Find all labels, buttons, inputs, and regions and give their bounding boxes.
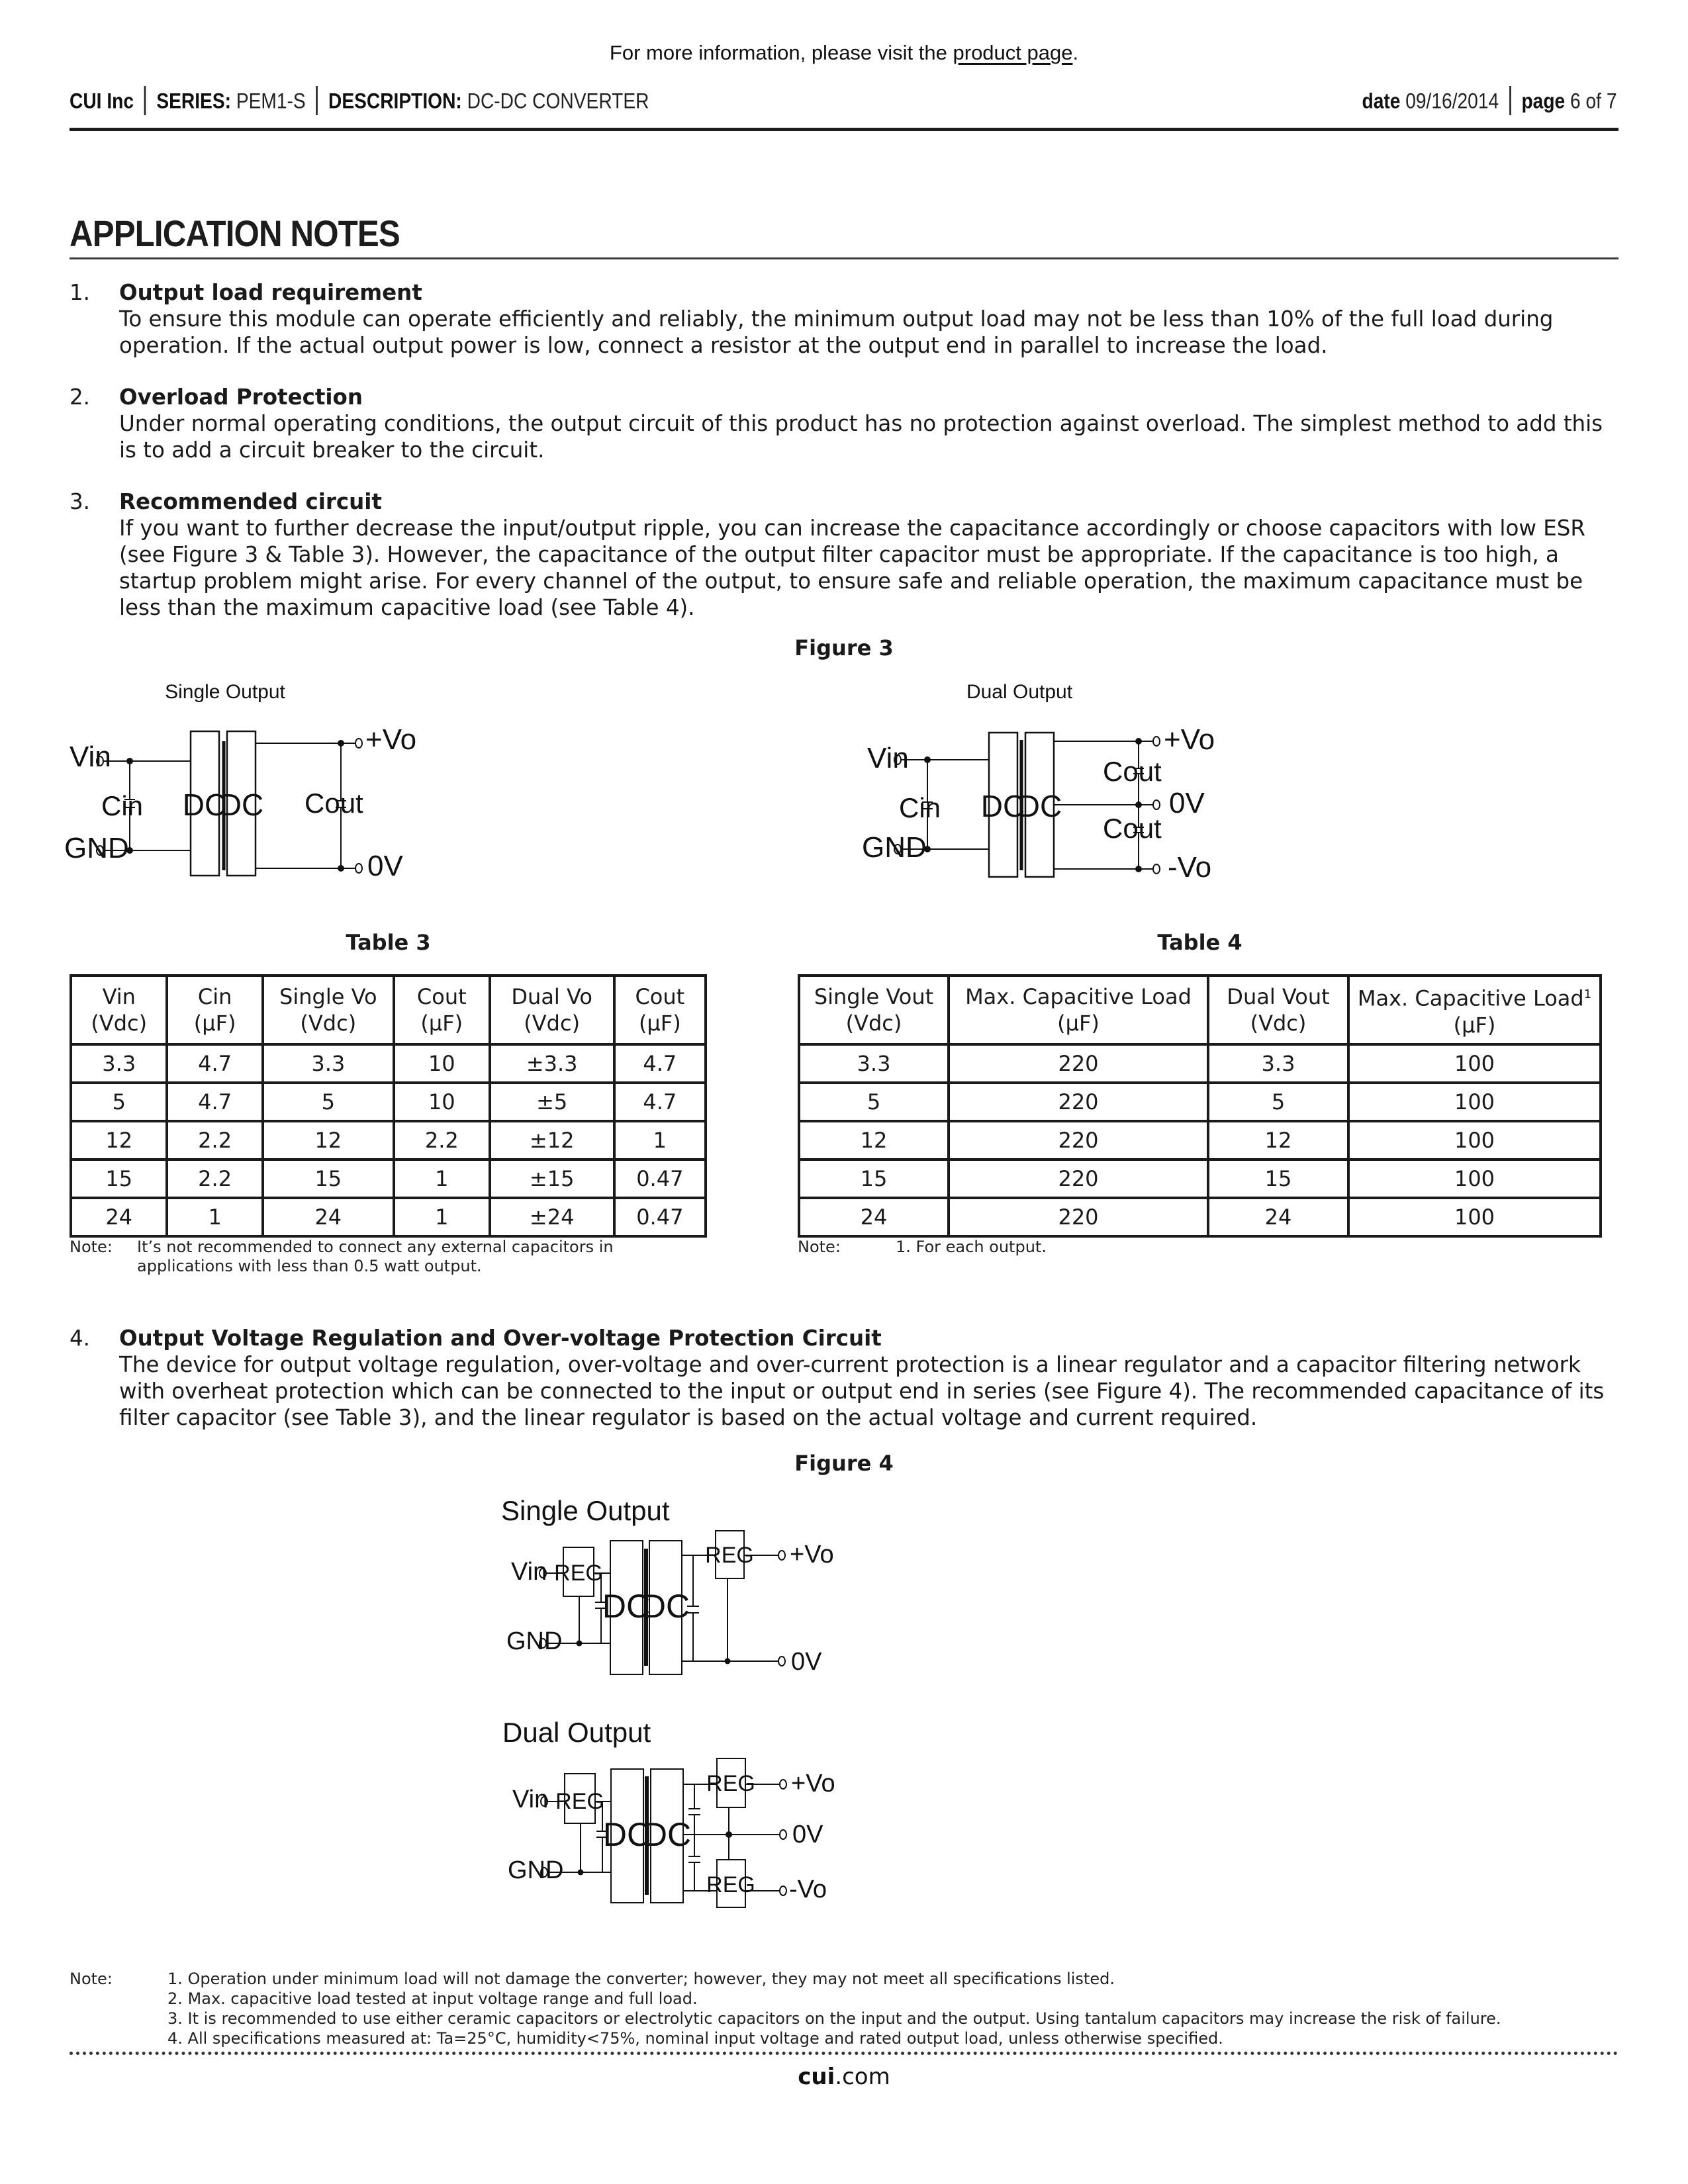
date-value: 09/16/2014 bbox=[1405, 89, 1499, 113]
junction-dot bbox=[577, 1641, 583, 1647]
table-4 bbox=[798, 974, 1602, 1238]
note-line: 3. It is recommended to use either ceramic capacitors or electrolytic capacitors on the input and the output. Using tantalum capacitors may increase the risk of failure. bbox=[167, 2009, 1501, 2028]
note-line: 2. Max. capacitive load tested at input voltage range and full load. bbox=[167, 1989, 698, 2008]
vo-zero-terminal bbox=[1153, 800, 1160, 809]
dc-in-label: DC bbox=[980, 789, 1025, 823]
table-row bbox=[799, 1160, 1601, 1198]
table-header-cell: Dual Vo (Vdc) bbox=[490, 976, 614, 1044]
table-cell: 5 bbox=[263, 1083, 394, 1121]
table-3 bbox=[70, 974, 707, 1238]
bottom-notes bbox=[70, 1969, 1618, 2048]
table-cell: 2.2 bbox=[394, 1121, 490, 1160]
table-cell: 5 bbox=[799, 1083, 949, 1121]
table-cell: ±12 bbox=[490, 1121, 614, 1160]
item-heading: Output load requirement bbox=[119, 280, 422, 305]
footer-brand-domain: .com bbox=[835, 2064, 890, 2090]
vo-zero-label: 0V bbox=[791, 1648, 822, 1676]
date-label: date bbox=[1362, 89, 1400, 113]
gnd-label: GND bbox=[862, 831, 927, 864]
table-cell: 15 bbox=[1208, 1160, 1348, 1198]
table-cell: 5 bbox=[1208, 1083, 1348, 1121]
item-text: If you want to further decrease the input/output ripple, you can increase the capacitance accordingly or choose capacitors with low ESR (see Figure 3 & Table 3). However, the capacitance of the output filter capacitor must be appropriate. If the capacitance is too high, a startup problem might arise. For every channel of the output, to ensure safe and reliable operation, the maximum capacitance must be less than the maximum capacitive load (see Table 4). bbox=[119, 516, 1585, 620]
header-separator bbox=[144, 86, 146, 115]
table-cell: 2.2 bbox=[167, 1121, 262, 1160]
note-item-1 bbox=[70, 279, 1618, 359]
gnd-label: GND bbox=[64, 832, 129, 864]
header-rule bbox=[70, 128, 1618, 131]
table-cell: 220 bbox=[949, 1160, 1208, 1198]
section-title: APPLICATION NOTES bbox=[70, 212, 400, 254]
table-3-note bbox=[70, 1238, 705, 1276]
table-row bbox=[799, 1083, 1601, 1121]
junction-dot bbox=[726, 1831, 732, 1838]
table-cell: 24 bbox=[71, 1198, 167, 1236]
table-cell: 3.3 bbox=[799, 1044, 949, 1083]
table-header-cell: Dual Vout (Vdc) bbox=[1208, 976, 1348, 1044]
table-cell: 100 bbox=[1348, 1160, 1601, 1198]
note-label: Note: bbox=[70, 1970, 113, 1988]
item-number: 4. bbox=[70, 1326, 91, 1351]
table-cell: 100 bbox=[1348, 1198, 1601, 1236]
cout-top-label: Cout bbox=[1103, 756, 1162, 787]
reg-in-label: REG bbox=[555, 1789, 604, 1814]
table-cell: 3.3 bbox=[1208, 1044, 1348, 1083]
vo-neg-label: -Vo bbox=[789, 1876, 827, 1903]
table-cell: 12 bbox=[799, 1121, 949, 1160]
table-cell: 12 bbox=[1208, 1121, 1348, 1160]
table-4-title: Table 4 bbox=[1157, 930, 1243, 955]
dc-out-label: DC bbox=[643, 1816, 692, 1853]
item-text: The device for output voltage regulation, over-voltage and over-current protection is a linear regulator and a capacitor filtering network with overheat protection which can be connected to the input or output end in series (see Figure 4). The recommended capacitance of its filter capacitor (see Table 3), and the linear regulator is based on the actual voltage and current required. bbox=[119, 1352, 1605, 1430]
note-label: Note: bbox=[798, 1238, 841, 1256]
junction-dot bbox=[578, 1870, 584, 1876]
table-cell: 5 bbox=[71, 1083, 167, 1121]
vo-pos-terminal bbox=[1153, 737, 1160, 746]
section-rule bbox=[70, 257, 1618, 259]
more-info-text: For more information, please visit the bbox=[609, 41, 953, 64]
figure-4-single-output-diagram bbox=[490, 1482, 1218, 1701]
table-cell: 1 bbox=[394, 1198, 490, 1236]
table-cell: 4.7 bbox=[167, 1044, 262, 1083]
dc-out-label: DC bbox=[1017, 789, 1062, 823]
header-separator bbox=[1509, 86, 1511, 115]
table-cell: 24 bbox=[799, 1198, 949, 1236]
table-row bbox=[799, 1044, 1601, 1083]
junction-dot bbox=[725, 1659, 731, 1664]
series-label: SERIES: bbox=[156, 89, 231, 113]
table-cell: ±3.3 bbox=[490, 1044, 614, 1083]
junction-dot bbox=[1135, 866, 1142, 872]
note-text: 1. For each output. bbox=[896, 1238, 1047, 1256]
table-header-cell: Cout (µF) bbox=[394, 976, 490, 1044]
vo-zero-label: 0V bbox=[367, 850, 403, 882]
table-header-cell: Max. Capacitive Load (µF) bbox=[949, 976, 1208, 1044]
more-info-suffix: . bbox=[1072, 41, 1079, 64]
figure-4-label: Figure 4 bbox=[794, 1451, 894, 1476]
note-item-4 bbox=[70, 1325, 1618, 1431]
footnote-marker: 1 bbox=[1583, 987, 1592, 1002]
dc-in-label: DC bbox=[602, 1588, 651, 1625]
dc-in-label: DC bbox=[182, 788, 227, 822]
dual-output-title: Dual Output bbox=[502, 1717, 651, 1748]
table-cell: 220 bbox=[949, 1044, 1208, 1083]
reg-neg-label: REG bbox=[706, 1872, 755, 1897]
single-output-title: Single Output bbox=[501, 1495, 670, 1526]
item-number: 3. bbox=[70, 489, 91, 514]
header-right bbox=[1362, 88, 1617, 117]
table-cell: 4.7 bbox=[614, 1044, 706, 1083]
note-line: 4. All specifications measured at: Ta=25°C, humidity<75%, nominal input voltage and rated output load, unless otherwise specified. bbox=[167, 2029, 1223, 2048]
figure-4-dual-output-diagram bbox=[490, 1701, 1218, 1919]
note-label: Note: bbox=[70, 1238, 113, 1256]
table-header-row bbox=[799, 976, 1601, 1044]
table-cell: ±5 bbox=[490, 1083, 614, 1121]
table-cell: 12 bbox=[263, 1121, 394, 1160]
vin-label: Vin bbox=[70, 741, 111, 773]
vo-pos-label: +Vo bbox=[1164, 723, 1215, 756]
table-cell: 3.3 bbox=[71, 1044, 167, 1083]
note-line: 1. Operation under minimum load will not damage the converter; however, they may not meet all specifications listed. bbox=[167, 1970, 1115, 1988]
table-row bbox=[799, 1198, 1601, 1236]
note-item-3 bbox=[70, 488, 1618, 621]
vo-zero-terminal bbox=[778, 1657, 785, 1666]
note-item-2 bbox=[70, 384, 1618, 463]
note-text: It’s not recommended to connect any external capacitors in applications with less than 0.5 watt output. bbox=[137, 1238, 614, 1275]
footer-brand-bold: cui bbox=[798, 2064, 835, 2090]
table-cell: 0.47 bbox=[614, 1198, 706, 1236]
gnd-label: GND bbox=[508, 1856, 564, 1884]
table-3-title: Table 3 bbox=[346, 930, 431, 955]
vo-zero-label: 0V bbox=[1169, 787, 1205, 819]
table-cell: 1 bbox=[614, 1121, 706, 1160]
item-number: 2. bbox=[70, 385, 91, 410]
table-cell: 4.7 bbox=[167, 1083, 262, 1121]
item-text: Under normal operating conditions, the output circuit of this product has no protection against overload. The simplest method to add this is to add a circuit breaker to the circuit. bbox=[119, 411, 1603, 463]
table-row bbox=[71, 1121, 706, 1160]
table-cell: 1 bbox=[167, 1198, 262, 1236]
more-info-line bbox=[0, 41, 1688, 65]
vin-label: Vin bbox=[867, 742, 909, 774]
page-value: 6 of 7 bbox=[1570, 89, 1617, 113]
table-cell: 15 bbox=[799, 1160, 949, 1198]
table-cell: 100 bbox=[1348, 1121, 1601, 1160]
cin-label: Cin bbox=[101, 790, 144, 821]
vo-neg-label: -Vo bbox=[1168, 851, 1212, 884]
vo-pos-terminal bbox=[778, 1551, 785, 1560]
vo-zero-terminal bbox=[355, 864, 362, 873]
footer bbox=[0, 2064, 1688, 2090]
single-output-title: Single Output bbox=[165, 681, 285, 703]
table-header-cell: Vin (Vdc) bbox=[71, 976, 167, 1044]
cin-label: Cin bbox=[899, 792, 941, 823]
table-header-cell: Cin (µF) bbox=[167, 976, 262, 1044]
vo-pos-terminal bbox=[355, 739, 362, 748]
item-number: 1. bbox=[70, 280, 91, 305]
table-4-note bbox=[798, 1238, 1592, 1257]
table-cell: 15 bbox=[263, 1160, 394, 1198]
product-page-link[interactable]: product page bbox=[953, 41, 1073, 64]
item-heading: Recommended circuit bbox=[119, 489, 382, 514]
vo-neg-terminal bbox=[1153, 864, 1160, 874]
table-cell: ±15 bbox=[490, 1160, 614, 1198]
table-header-cell: Max. Capacitive Load$^1$ (µF) bbox=[1348, 976, 1601, 1044]
junction-dot bbox=[126, 758, 133, 764]
company-name: CUI Inc bbox=[70, 89, 134, 113]
table-row bbox=[799, 1121, 1601, 1160]
header-separator bbox=[316, 86, 318, 115]
vo-pos-label: +Vo bbox=[790, 1541, 834, 1569]
junction-dot bbox=[338, 865, 344, 872]
dc-out-label: DC bbox=[219, 788, 264, 822]
table-cell: 100 bbox=[1348, 1044, 1601, 1083]
cout-label: Cout bbox=[305, 788, 363, 819]
junction-dot bbox=[338, 740, 344, 747]
cout-bottom-label: Cout bbox=[1103, 813, 1162, 844]
vin-label: Vin bbox=[512, 1786, 549, 1813]
item-text: To ensure this module can operate efficiently and reliably, the minimum output load may not be less than 10% of the full load during operation. If the actual output power is low, connect a resistor at the output end in parallel to increase the load. bbox=[119, 306, 1554, 358]
junction-dot bbox=[1135, 801, 1142, 808]
table-cell: 100 bbox=[1348, 1083, 1601, 1121]
dc-in-label: DC bbox=[602, 1816, 651, 1853]
table-cell: 0.47 bbox=[614, 1160, 706, 1198]
figure-3-dual-output-diagram bbox=[854, 668, 1648, 887]
vo-zero-label: 0V bbox=[792, 1821, 823, 1848]
dual-output-title: Dual Output bbox=[966, 681, 1073, 703]
page-label: page bbox=[1521, 89, 1565, 113]
table-cell: 10 bbox=[394, 1083, 490, 1121]
item-heading: Overload Protection bbox=[119, 385, 363, 410]
vo-neg-terminal bbox=[780, 1886, 786, 1895]
table-cell: 4.7 bbox=[614, 1083, 706, 1121]
junction-dot bbox=[1135, 738, 1142, 745]
table-cell: ±24 bbox=[490, 1198, 614, 1236]
vo-pos-terminal bbox=[780, 1780, 786, 1789]
vo-pos-label: +Vo bbox=[791, 1770, 835, 1797]
table-header-cell: Single Vout (Vdc) bbox=[799, 976, 949, 1044]
junction-dot bbox=[924, 756, 931, 763]
table-row bbox=[71, 1044, 706, 1083]
table-header-cell: Cout (µF) bbox=[614, 976, 706, 1044]
table-cell: 10 bbox=[394, 1044, 490, 1083]
header-left bbox=[70, 88, 649, 117]
reg-pos-label: REG bbox=[706, 1771, 755, 1796]
footer-divider bbox=[70, 2052, 1618, 2055]
table-cell: 220 bbox=[949, 1198, 1208, 1236]
table-cell: 15 bbox=[71, 1160, 167, 1198]
reg-out-label: REG bbox=[705, 1543, 754, 1568]
table-cell: 24 bbox=[263, 1198, 394, 1236]
figure-3-label: Figure 3 bbox=[794, 635, 894, 660]
series-value: PEM1-S bbox=[236, 89, 306, 113]
table-cell: 1 bbox=[394, 1160, 490, 1198]
vo-zero-terminal bbox=[780, 1830, 786, 1839]
description-value: DC-DC CONVERTER bbox=[467, 89, 649, 113]
table-cell: 220 bbox=[949, 1121, 1208, 1160]
vo-pos-label: +Vo bbox=[365, 723, 417, 756]
table-cell: 220 bbox=[949, 1083, 1208, 1121]
table-row bbox=[71, 1083, 706, 1121]
table-row bbox=[71, 1198, 706, 1236]
item-heading: Output Voltage Regulation and Over-voltage Protection Circuit bbox=[119, 1326, 882, 1351]
table-cell: 12 bbox=[71, 1121, 167, 1160]
gnd-label: GND bbox=[506, 1627, 563, 1655]
table-row bbox=[71, 1160, 706, 1198]
table-header-cell: Single Vo (Vdc) bbox=[263, 976, 394, 1044]
description-label: DESCRIPTION: bbox=[328, 89, 462, 113]
vin-label: Vin bbox=[511, 1558, 547, 1586]
table-cell: 2.2 bbox=[167, 1160, 262, 1198]
table-cell: 3.3 bbox=[263, 1044, 394, 1083]
figure-3-single-output-diagram bbox=[60, 668, 854, 887]
dc-out-label: DC bbox=[641, 1588, 690, 1625]
table-cell: 24 bbox=[1208, 1198, 1348, 1236]
reg-in-label: REG bbox=[554, 1561, 603, 1586]
table-header-row bbox=[71, 976, 706, 1044]
